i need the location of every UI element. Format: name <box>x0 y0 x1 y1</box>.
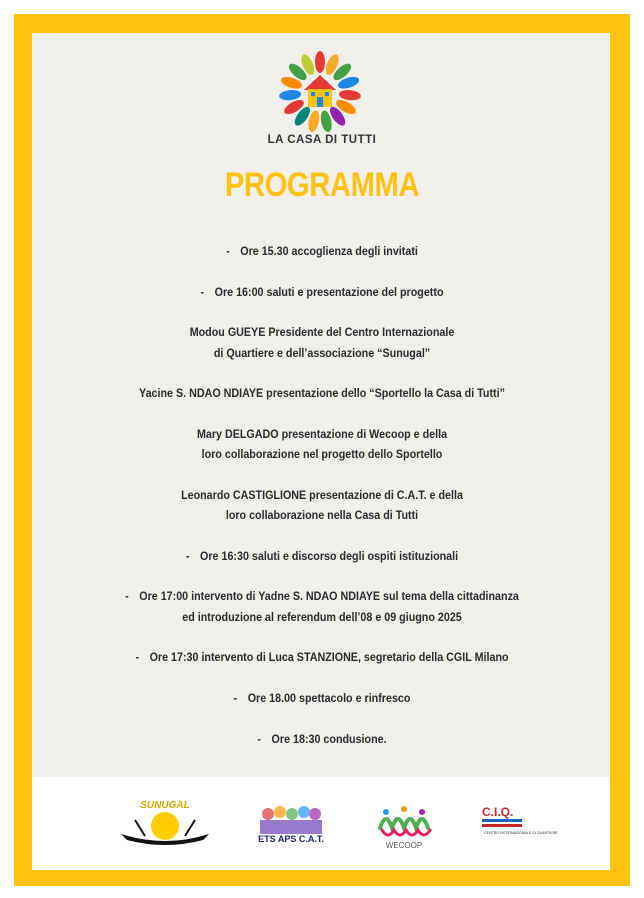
brand-name: LA CASA DI TUTTI <box>267 134 377 146</box>
program-line: - Ore 17:30 intervento di Luca STANZIONE, segretario della CGIL Milano <box>135 650 509 664</box>
bullet: - <box>226 244 230 258</box>
casa-di-tutti-logo <box>270 44 370 134</box>
program-line: - Ore 16:30 saluti e discorso degli ospiti istituzionali <box>185 549 459 563</box>
program-line: loro collaborazione nella Casa di Tutti <box>225 508 419 522</box>
program-line: ed introduzione al referendum dell’08 e 09 giugno 2025 <box>182 610 462 624</box>
ciq-wordmark: C.I.Q. <box>482 805 514 819</box>
program-line: - Ore 15.30 accoglienza degli invitati <box>226 244 418 258</box>
program-line: - Ore 18.00 spettacolo e rinfresco <box>233 691 411 705</box>
bullet: - <box>135 650 140 664</box>
petal <box>279 89 302 101</box>
program-line: Yacine S. NDAO NDIAYE presentazione dello “Sportello la Casa di Tutti” <box>139 386 505 400</box>
bullet: - <box>233 691 238 705</box>
sunugal-logo <box>115 796 215 850</box>
house-window-icon <box>311 92 315 96</box>
wecoop-wordmark: WECOOP <box>385 841 423 850</box>
program-line: Modou GUEYE Presidente del Centro Internazionale <box>189 325 455 339</box>
wecoop-logo <box>374 800 434 850</box>
house-door-icon <box>317 97 323 107</box>
bullet: - <box>125 589 129 603</box>
program-line: - Ore 18:30 condusione. <box>257 732 387 746</box>
house-roof-icon <box>304 75 336 90</box>
ciq-logo <box>478 802 558 848</box>
bullet: - <box>257 732 261 746</box>
program-line: - Ore 16:00 saluti e presentazione del progetto <box>200 285 444 299</box>
sun-icon <box>151 812 179 840</box>
ciq-subtitle: CENTRO INTERNAZIONALE DI QUARTIERE <box>484 831 558 835</box>
page-title: PROGRAMMA <box>224 166 420 204</box>
program-line: - Ore 17:00 intervento di Yadne S. NDAO NDIAYE sul tema della cittadinanza <box>125 589 519 603</box>
bullet: - <box>200 285 205 299</box>
bullet: - <box>185 549 190 563</box>
program-line: Leonardo CASTIGLIONE presentazione di C.A.T. e della <box>181 488 463 502</box>
cat-logo <box>258 802 324 848</box>
program-line: Mary DELGADO presentazione di Wecoop e della <box>196 427 448 441</box>
petal <box>315 51 325 73</box>
house-window-icon <box>325 92 329 96</box>
program-line: loro collaborazione nel progetto dello Sportello <box>201 447 443 461</box>
sunugal-wordmark: SUNUGAL <box>140 800 190 811</box>
petal <box>338 89 361 101</box>
cat-wordmark: ETS APS C.A.T. <box>258 834 324 844</box>
program-line: di Quartiere e dell’associazione “Sunugal” <box>213 346 431 360</box>
